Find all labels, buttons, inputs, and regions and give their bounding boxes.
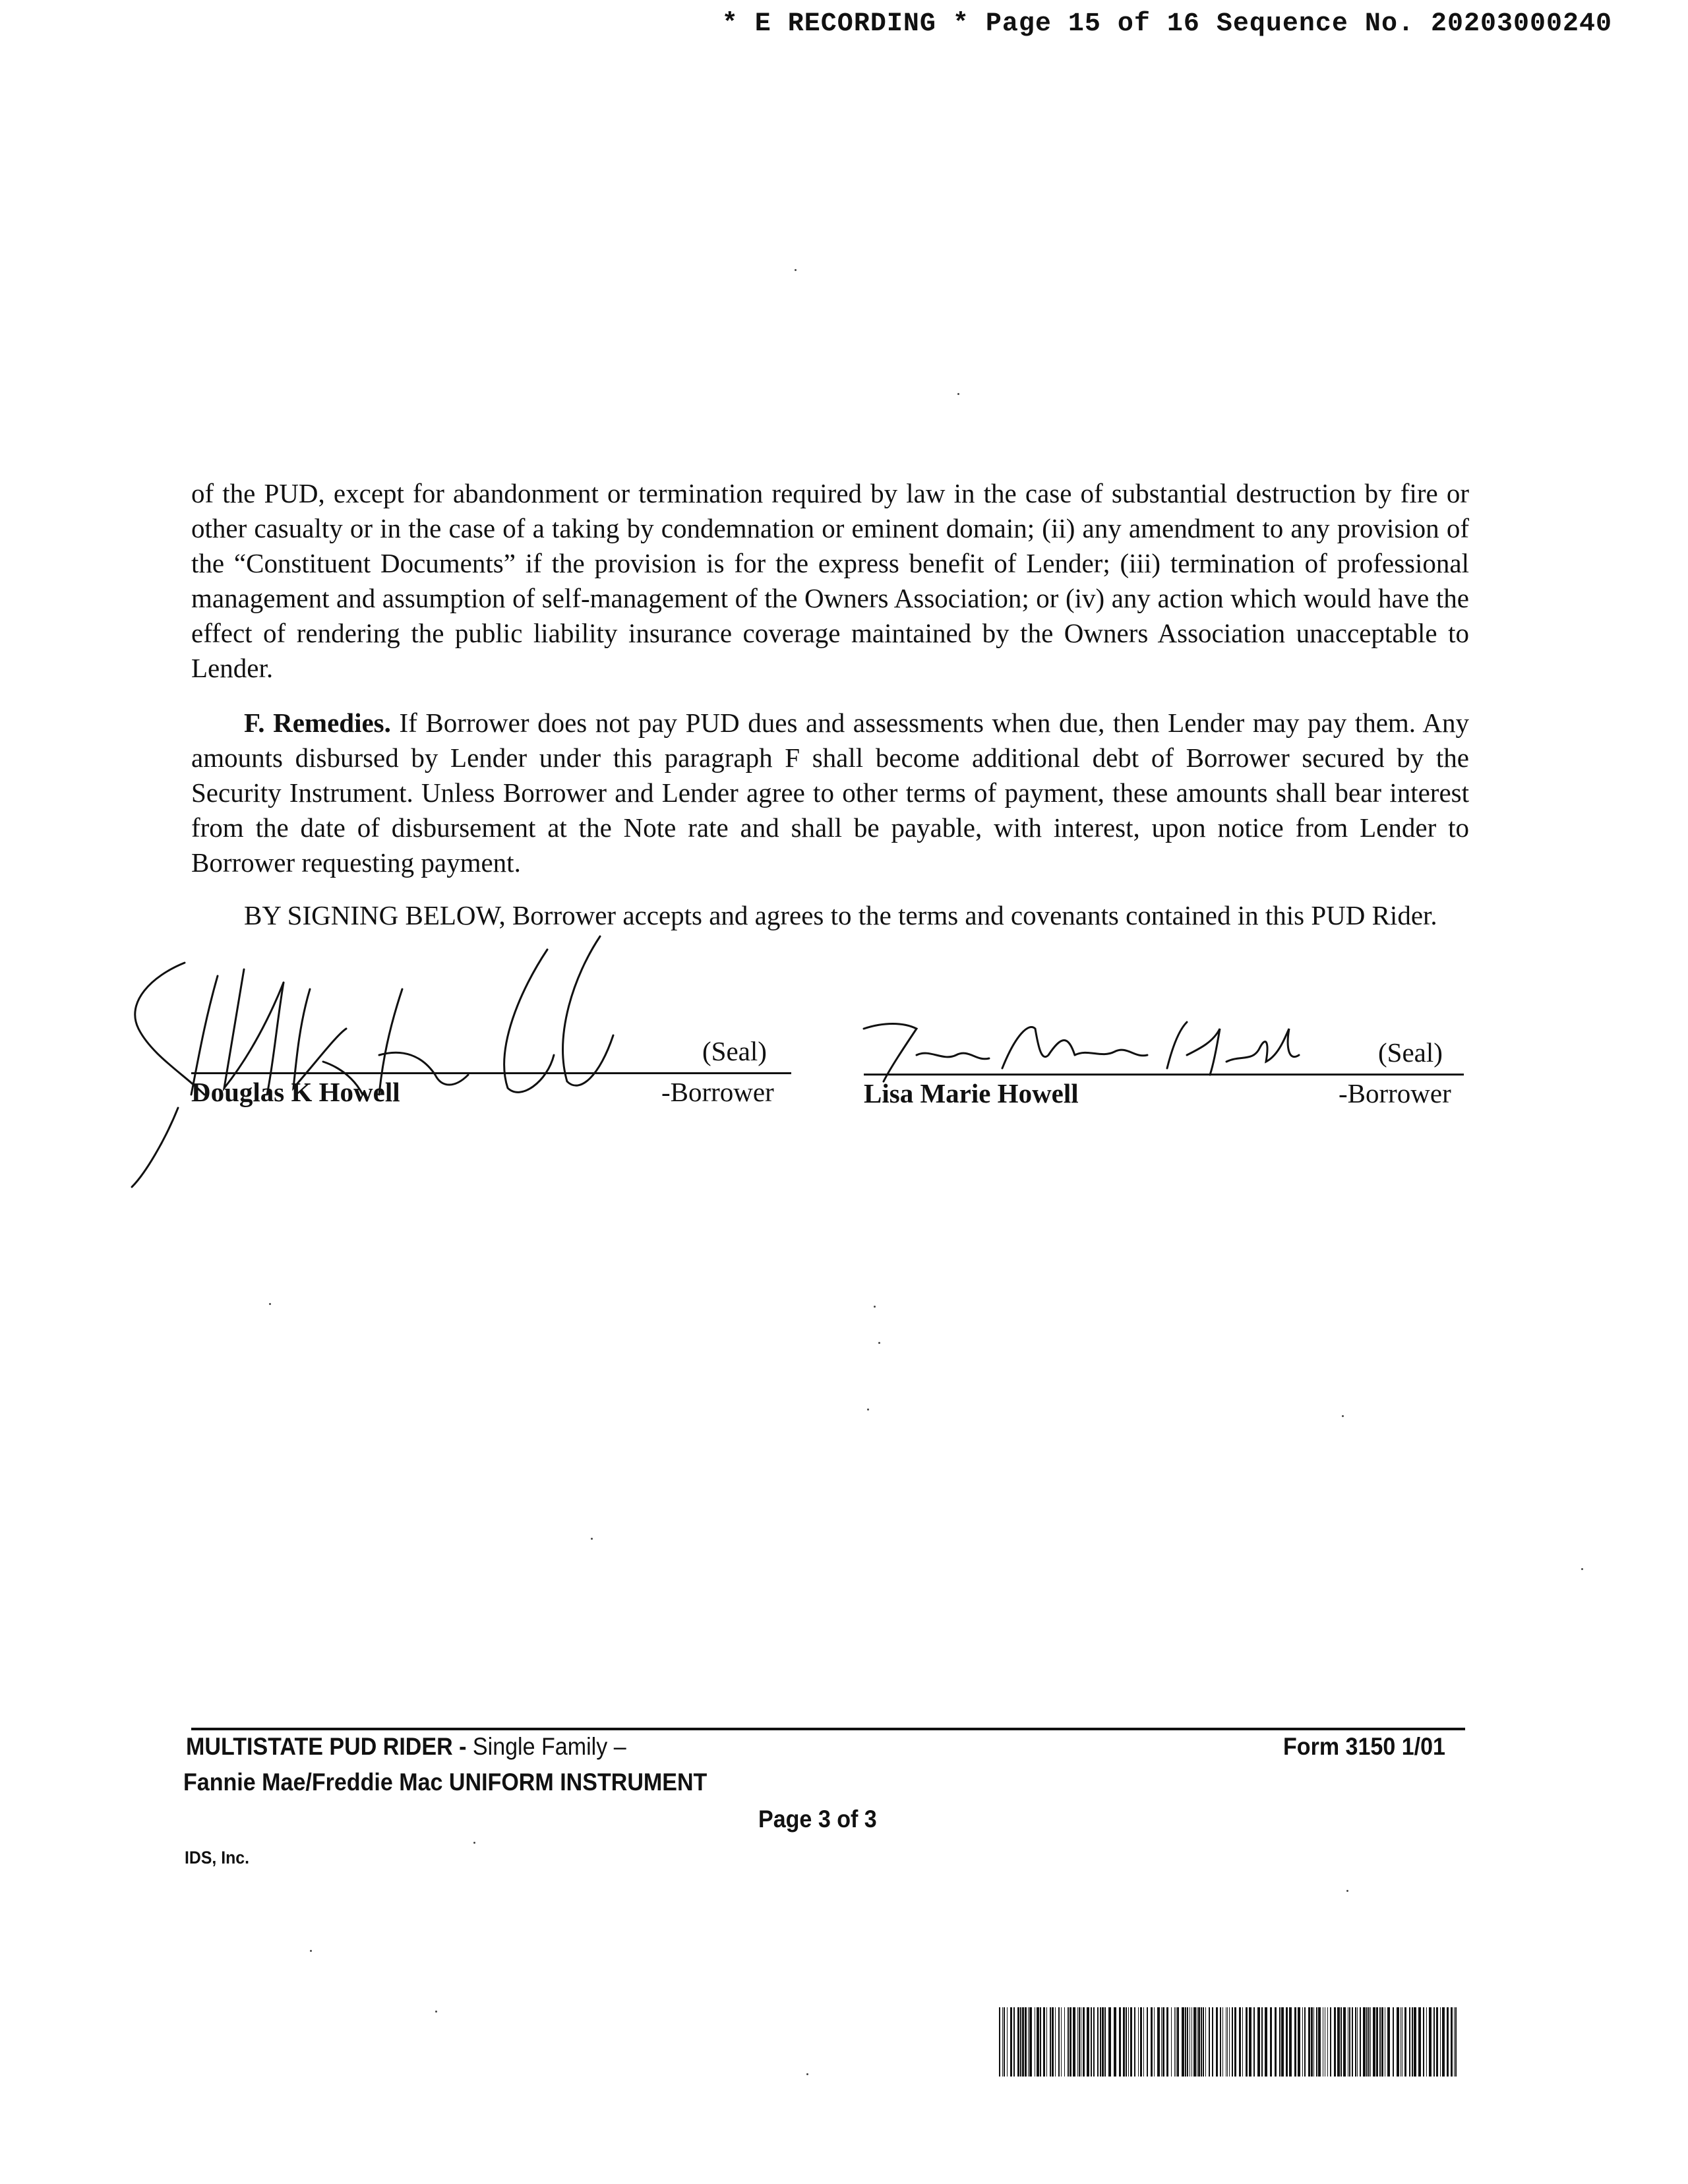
barcode-bar [1229,2007,1230,2077]
scan-speck [435,2011,437,2013]
form-title-bold: MULTISTATE PUD RIDER - [186,1733,467,1760]
barcode-bar [1013,2007,1015,2077]
barcode-bar [1114,2007,1116,2077]
recording-barcode [999,2007,1461,2077]
barcode-bar [1423,2007,1424,2077]
scan-speck [957,393,959,395]
barcode-bar [1216,2007,1218,2077]
barcode-bar [1249,2007,1251,2077]
barcode-bar [1061,2007,1062,2077]
barcode-bar [1212,2007,1213,2077]
barcode-bar [1166,2007,1168,2077]
barcode-bar [1198,2007,1200,2077]
paragraph-amendment-consent: of the PUD, except for abandonment or termination required by law in the case of substantial destruction by fire or other casualty or in the case of a taking by condemnation or eminent domain; (ii) any amendment to any provision of the “Constituent Documents” if the provision is for the express benefit of Lender; (iii) termination of professional management and assumption of self-management of the Owners Association; or (iv) any action which would have the effect of rendering the public liability insurance coverage maintained by the Owners Association unacceptable to Lender. [191,478,1469,683]
barcode-bar [1440,2007,1441,2077]
barcode-bar [1157,2007,1160,2077]
barcode-bar [1429,2007,1432,2077]
barcode-bar [1349,2007,1350,2077]
barcode-bar [1433,2007,1435,2077]
scan-speck [269,1303,271,1305]
barcode-bar [1357,2007,1358,2077]
barcode-bar [1043,2007,1045,2077]
scan-speck [874,1306,876,1308]
barcode-bar [1025,2007,1027,2077]
borrower-1-name: Douglas K Howell [191,1077,400,1107]
scan-speck [806,2073,808,2075]
barcode-bar [1177,2007,1179,2077]
borrower-2-role: -Borrower [1339,1078,1451,1108]
barcode-bar [1227,2007,1228,2077]
barcode-bar [1442,2007,1445,2077]
barcode-bar [1097,2007,1099,2077]
barcode-bar [1161,2007,1162,2077]
barcode-bar [1151,2007,1153,2077]
scan-speck [310,1950,312,1952]
barcode-bar [1414,2007,1416,2077]
preparer: IDS, Inc. [185,1848,250,1867]
barcode-bar [1355,2007,1356,2077]
barcode-bar [1302,2007,1303,2077]
barcode-bar [1040,2007,1041,2077]
barcode-bar [1316,2007,1317,2077]
barcode-bar [1352,2007,1353,2077]
barcode-bar [1070,2007,1071,2077]
scan-speck [1342,1415,1344,1417]
barcode-bar [1191,2007,1192,2077]
barcode-bar [1209,2007,1210,2077]
barcode-bar [1318,2007,1321,2077]
barcode-bar [1193,2007,1196,2077]
barcode-bar [999,2007,1000,2077]
barcode-bar [1368,2007,1370,2077]
barcode-bar [1201,2007,1202,2077]
signature-line-borrower-1 [191,1072,791,1074]
barcode-bar [1079,2007,1080,2077]
barcode-bar [1341,2007,1342,2077]
barcode-bar [1409,2007,1410,2077]
barcode-bar [1138,2007,1139,2077]
barcode-bar [1068,2007,1069,2077]
barcode-bar [1091,2007,1092,2077]
barcode-bar [1064,2007,1065,2077]
barcode-bar [1257,2007,1260,2077]
scan-speck [878,1342,880,1344]
barcode-bar [1055,2007,1056,2077]
barcode-bar [1311,2007,1313,2077]
barcode-bar [1119,2007,1121,2077]
barcode-bar [1126,2007,1127,2077]
seal-label-borrower-1: (Seal) [702,1036,767,1066]
barcode-bar [1182,2007,1184,2077]
barcode-bar [1298,2007,1300,2077]
barcode-bar [1203,2007,1204,2077]
barcode-bar [1373,2007,1375,2077]
signature-douglas-howell [125,923,653,1187]
barcode-bar [1017,2007,1019,2077]
borrower-1-role: -Borrower [661,1077,774,1107]
barcode-bar [1128,2007,1129,2077]
form-title-rest: Single Family – [466,1733,626,1760]
barcode-bar [1360,2007,1361,2077]
barcode-bar [1239,2007,1241,2077]
barcode-bar [1010,2007,1012,2077]
paragraph-remedies [191,706,1469,880]
remedies-heading: F. Remedies. [244,708,391,738]
form-number: Form 3150 1/01 [1283,1733,1445,1760]
scan-speck [1581,1568,1583,1570]
barcode-bar [1404,2007,1406,2077]
barcode-bar [1058,2007,1060,2077]
barcode-bar [1393,2007,1394,2077]
remedies-text: If Borrower does not pay PUD dues and assessments when due, then Lender may pay them. Any amounts disbursed by Lender under this paragraph F shall become additional debt of Borrower secured by the Security Instrument. Unless Borrower and Lender agree to other terms of payment, these amounts shall bear interest from the date of disbursement at the Note rate and shall be payable, with interest, upon notice from Lender to Borrower requesting payment. [191,708,1470,878]
barcode-bar [1279,2007,1281,2077]
barcode-bar [1397,2007,1399,2077]
barcode-bar [1370,2007,1371,2077]
barcode-bar [1426,2007,1427,2077]
scan-speck [1346,1890,1348,1892]
barcode-bar [1185,2007,1186,2077]
seal-label-borrower-2: (Seal) [1378,1037,1443,1068]
barcode-bar [1313,2007,1314,2077]
barcode-bar [1376,2007,1378,2077]
barcode-bar [1265,2007,1267,2077]
barcode-bar [1253,2007,1255,2077]
barcode-bar [1104,2007,1106,2077]
barcode-bar [1037,2007,1039,2077]
barcode-bar [1162,2007,1164,2077]
barcode-bar [1205,2007,1206,2077]
barcode-bar [1337,2007,1340,2077]
signature-line-borrower-2 [864,1074,1464,1076]
recording-header: * E RECORDING * Page 15 of 16 Sequence No. 20203000240 [721,9,1612,39]
barcode-bar [1077,2007,1078,2077]
barcode-bar [1022,2007,1024,2077]
borrower-2-name: Lisa Marie Howell [864,1078,1079,1108]
barcode-bar [1220,2007,1221,2077]
barcode-bar [1052,2007,1054,2077]
barcode-bar [1418,2007,1421,2077]
barcode-bar [1343,2007,1346,2077]
footer-rule [191,1728,1465,1730]
barcode-bar [1379,2007,1381,2077]
barcode-bar [1050,2007,1051,2077]
barcode-bar [1004,2007,1005,2077]
barcode-bar [1447,2007,1449,2077]
form-title [186,1733,626,1761]
barcode-bar [1143,2007,1144,2077]
barcode-bar [1436,2007,1438,2077]
page-number: Page 3 of 3 [758,1805,877,1833]
barcode-bar [1134,2007,1135,2077]
barcode-bar [1154,2007,1155,2077]
barcode-bar [1171,2007,1172,2077]
barcode-bar [1187,2007,1188,2077]
barcode-bar [1334,2007,1336,2077]
barcode-bar [1029,2007,1032,2077]
barcode-bar [1381,2007,1383,2077]
barcode-bar [1083,2007,1085,2077]
barcode-bar [1028,2007,1029,2077]
barcode-bar [1130,2007,1132,2077]
barcode-bar [1234,2007,1236,2077]
barcode-bar [1455,2007,1457,2077]
barcode-bar [1073,2007,1075,2077]
barcode-bar [1093,2007,1095,2077]
barcode-bar [1147,2007,1148,2077]
scan-speck [473,1842,475,1844]
barcode-bar [1232,2007,1233,2077]
barcode-bar [1281,2007,1284,2077]
barcode-bar [1327,2007,1328,2077]
barcode-bar [1270,2007,1272,2077]
signing-statement: BY SIGNING BELOW, Borrower accepts and agrees to the terms and covenants contained in this PUD Rider. [244,900,1437,930]
barcode-bar [1330,2007,1331,2077]
barcode-bar [1046,2007,1047,2077]
barcode-bar [1087,2007,1089,2077]
barcode-bar [1242,2007,1243,2077]
barcode-bar [1140,2007,1142,2077]
barcode-bar [1174,2007,1175,2077]
scan-speck [591,1538,593,1540]
barcode-bar [1020,2007,1021,2077]
barcode-bar [1100,2007,1101,2077]
barcode-bar [1289,2007,1292,2077]
barcode-bar [1002,2007,1003,2077]
barcode-bar [1007,2007,1008,2077]
scan-speck [867,1409,869,1410]
barcode-bar [1222,2007,1223,2077]
barcode-bar [1451,2007,1453,2077]
barcode-bar [1412,2007,1413,2077]
barcode-bar [1108,2007,1111,2077]
barcode-bar [1286,2007,1288,2077]
barcode-bar [1454,2007,1455,2077]
barcode-bar [1387,2007,1390,2077]
barcode-bar [1275,2007,1277,2077]
instrument-title: Fannie Mae/Freddie Mac UNIFORM INSTRUMENT [183,1769,708,1796]
barcode-bar [1246,2007,1248,2077]
scan-speck [795,269,797,271]
barcode-bar [1294,2007,1296,2077]
barcode-bar [1304,2007,1306,2077]
barcode-bar [1363,2007,1366,2077]
barcode-bar [1102,2007,1104,2077]
barcode-bar [1366,2007,1368,2077]
barcode-bar [1123,2007,1125,2077]
barcode-bar [1308,2007,1310,2077]
barcode-bar [1261,2007,1263,2077]
